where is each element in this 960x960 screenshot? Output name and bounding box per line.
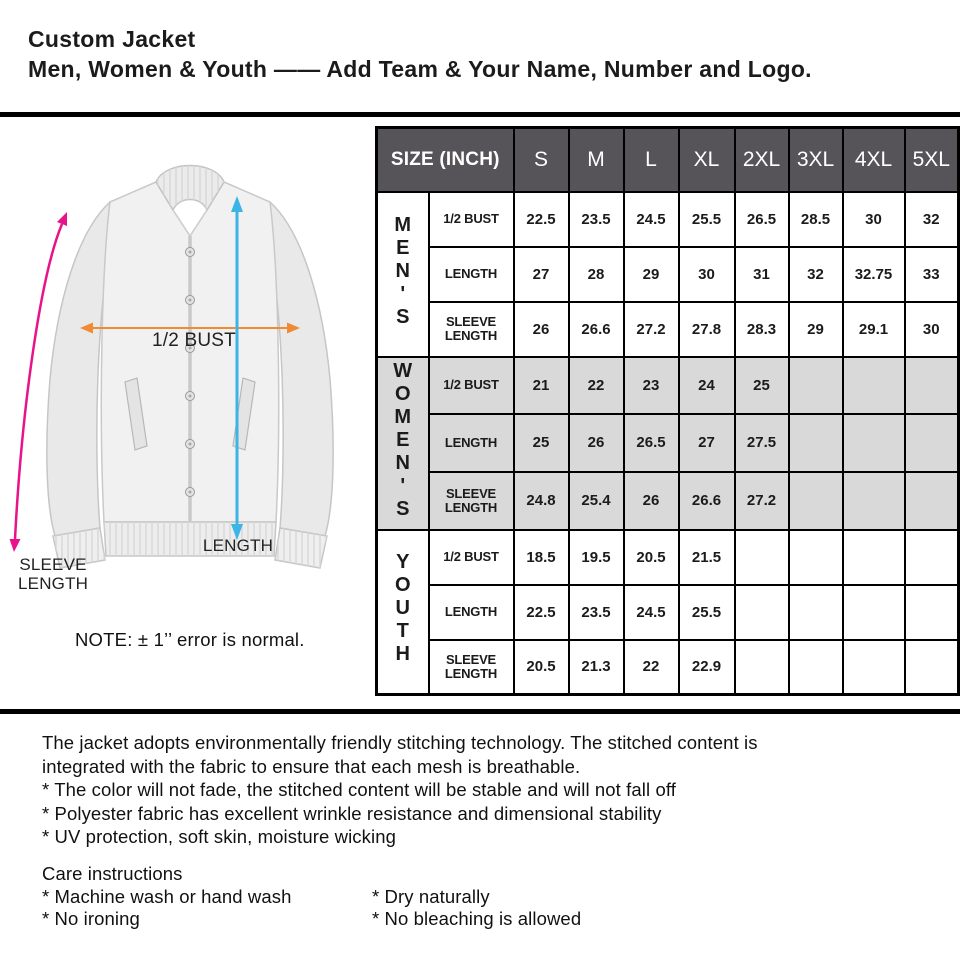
measurement-value: 25.5 <box>679 585 735 640</box>
measurement-value <box>843 414 905 472</box>
measurement-value <box>843 472 905 530</box>
measurement-value: 20.5 <box>624 530 679 585</box>
measurement-value <box>735 585 789 640</box>
measurement-value <box>735 640 789 695</box>
measurement-value: 26.5 <box>624 414 679 472</box>
measurement-value <box>905 530 959 585</box>
size-table-container <box>375 126 960 696</box>
measurement-value <box>905 357 959 415</box>
top-divider <box>0 112 960 117</box>
sleeve-length-label: SLEEVE LENGTH <box>18 555 89 593</box>
measurement-value: 18.5 <box>514 530 569 585</box>
measurement-label: LENGTH <box>429 247 514 302</box>
half-bust-label: 1/2 BUST <box>152 330 236 351</box>
description-line: * Polyester fabric has excellent wrinkle resistance and dimensional stability <box>42 802 662 824</box>
care-item: * No ironing <box>42 908 140 929</box>
measurement-value: 32 <box>789 247 843 302</box>
size-col-xl: XL <box>679 128 735 192</box>
measurement-value: 19.5 <box>569 530 624 585</box>
page-subtitle: Men, Women & Youth —— Add Team & Your Name, Number and Logo. <box>28 56 812 82</box>
measurement-value: 30 <box>843 192 905 247</box>
measurement-value: 27 <box>679 414 735 472</box>
bottom-divider <box>0 709 960 714</box>
care-title: Care instructions <box>42 863 183 884</box>
jacket-measurement-diagram <box>5 124 375 684</box>
measurement-value <box>843 585 905 640</box>
measurement-value: 23 <box>624 357 679 415</box>
measurement-value: 29 <box>624 247 679 302</box>
measurement-value: 29.1 <box>843 302 905 357</box>
measurement-value: 32.75 <box>843 247 905 302</box>
measurement-value <box>905 472 959 530</box>
measurement-value: 27.5 <box>735 414 789 472</box>
description-line: * The color will not fade, the stitched content will be stable and will not fall off <box>42 779 676 800</box>
measurement-value: 26 <box>624 472 679 530</box>
measurement-value <box>843 640 905 695</box>
measurement-label: 1/2 BUST <box>429 192 514 247</box>
size-col-m: M <box>569 128 624 192</box>
group-label: MEN'S <box>377 192 429 357</box>
measurement-value: 33 <box>905 247 959 302</box>
table-row <box>377 640 959 695</box>
measurement-value: 22.5 <box>514 585 569 640</box>
measurement-value: 28.5 <box>789 192 843 247</box>
measurement-value <box>789 414 843 472</box>
measurement-value: 25 <box>735 357 789 415</box>
measurement-value: 24 <box>679 357 735 415</box>
measurement-label: LENGTH <box>429 414 514 472</box>
measurement-value: 21 <box>514 357 569 415</box>
measurement-value: 30 <box>679 247 735 302</box>
measurement-value: 24.5 <box>624 585 679 640</box>
measurement-value: 24.5 <box>624 192 679 247</box>
measurement-value <box>843 530 905 585</box>
table-row <box>377 357 959 415</box>
measurement-value <box>735 530 789 585</box>
measurement-value: 24.8 <box>514 472 569 530</box>
care-list <box>42 886 742 931</box>
size-col-2xl: 2XL <box>735 128 789 192</box>
measurement-value: 22 <box>569 357 624 415</box>
measurement-value <box>789 530 843 585</box>
size-col-3xl: 3XL <box>789 128 843 192</box>
tolerance-note: NOTE: ± 1’’ error is normal. <box>75 629 305 650</box>
measurement-value: 27.2 <box>735 472 789 530</box>
measurement-value: 28 <box>569 247 624 302</box>
description-line: * UV protection, soft skin, moisture wicking <box>42 826 396 847</box>
measurement-value: 22.5 <box>514 192 569 247</box>
measurement-label: 1/2 BUST <box>429 357 514 415</box>
group-label: WOMEN'S <box>377 357 429 530</box>
measurement-value: 32 <box>905 192 959 247</box>
page-title: Custom Jacket <box>28 26 196 52</box>
measurement-value: 25 <box>514 414 569 472</box>
measurement-value: 31 <box>735 247 789 302</box>
measurement-value <box>905 640 959 695</box>
measurement-value: 23.5 <box>569 585 624 640</box>
measurement-value: 23.5 <box>569 192 624 247</box>
table-row <box>377 472 959 530</box>
measurement-value: 27.8 <box>679 302 735 357</box>
measurement-value <box>843 357 905 415</box>
size-header-row <box>377 128 959 192</box>
page-header <box>28 24 812 84</box>
care-instructions <box>42 863 742 931</box>
measurement-value: 25.4 <box>569 472 624 530</box>
measurement-value: 22 <box>624 640 679 695</box>
size-col-5xl: 5XL <box>905 128 959 192</box>
table-row <box>377 530 959 585</box>
measurement-value <box>789 640 843 695</box>
group-label: YOUTH <box>377 530 429 695</box>
measurement-value: 26.6 <box>679 472 735 530</box>
measurement-label: SLEEVE LENGTH <box>429 472 514 530</box>
care-item: * Dry naturally <box>372 885 490 907</box>
size-col-s: S <box>514 128 569 192</box>
table-row <box>377 247 959 302</box>
measurement-label: SLEEVE LENGTH <box>429 302 514 357</box>
table-row <box>377 414 959 472</box>
measurement-value: 26 <box>514 302 569 357</box>
measurement-value: 22.9 <box>679 640 735 695</box>
measurement-value <box>789 585 843 640</box>
measurement-value: 20.5 <box>514 640 569 695</box>
measurement-value: 30 <box>905 302 959 357</box>
description-line: The jacket adopts environmentally friendly stitching technology. The stitched content is <box>42 732 758 753</box>
size-col-4xl: 4XL <box>843 128 905 192</box>
measurement-value <box>789 472 843 530</box>
jacket-illustration <box>5 124 375 594</box>
measurement-value: 28.3 <box>735 302 789 357</box>
measurement-value <box>905 414 959 472</box>
measurement-value: 25.5 <box>679 192 735 247</box>
table-row <box>377 192 959 247</box>
care-item: * Machine wash or hand wash <box>42 885 292 907</box>
measurement-value <box>905 585 959 640</box>
table-row <box>377 302 959 357</box>
table-row <box>377 585 959 640</box>
measurement-value: 27.2 <box>624 302 679 357</box>
size-table <box>375 126 960 696</box>
product-description <box>42 731 932 849</box>
measurement-value: 26 <box>569 414 624 472</box>
measurement-value: 26.5 <box>735 192 789 247</box>
measurement-value: 21.5 <box>679 530 735 585</box>
length-label: LENGTH <box>202 536 274 555</box>
measurement-value <box>789 357 843 415</box>
measurement-value: 27 <box>514 247 569 302</box>
measurement-label: SLEEVE LENGTH <box>429 640 514 695</box>
measurement-value: 21.3 <box>569 640 624 695</box>
size-unit-header: SIZE (INCH) <box>377 128 514 192</box>
measurement-label: 1/2 BUST <box>429 530 514 585</box>
care-item: * No bleaching is allowed <box>372 908 582 929</box>
size-col-l: L <box>624 128 679 192</box>
measurement-value: 26.6 <box>569 302 624 357</box>
measurement-label: LENGTH <box>429 585 514 640</box>
measurement-value: 29 <box>789 302 843 357</box>
description-line: integrated with the fabric to ensure that each mesh is breathable. <box>42 755 581 777</box>
